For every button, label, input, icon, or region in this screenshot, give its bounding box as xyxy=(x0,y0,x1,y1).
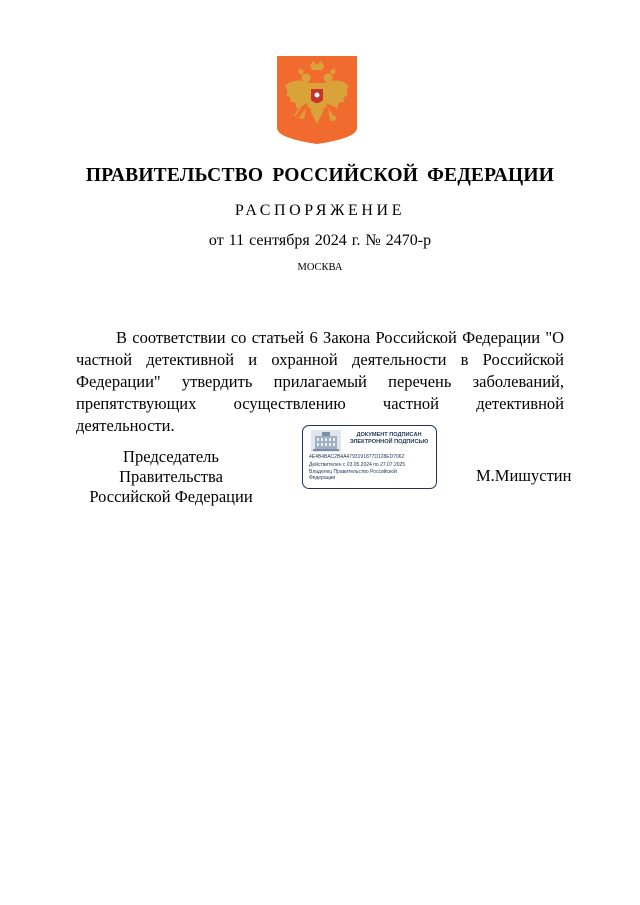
document-date-number: от 11 сентября 2024 г. № 2470-р xyxy=(208,232,432,249)
body-paragraph: В соответствии со статьей 6 Закона Российской Федерации "О частной детективной и охранной деятельности в Российской Федерации" утвердить прилагаемый перечень заболеваний, препятствующих осуществлению частной детективной деятельности. xyxy=(76,328,564,435)
stamp-heading xyxy=(343,432,435,446)
signatory-position-line1: Председатель Правительства xyxy=(119,447,223,486)
stamp-owner-line1: Владелец Правительство Российской xyxy=(309,469,397,475)
coat-of-arms-icon xyxy=(277,56,357,144)
signatory-name: М.Мишустин xyxy=(476,466,572,485)
organization-title: ПРАВИТЕЛЬСТВО РОССИЙСКОЙ ФЕДЕРАЦИИ xyxy=(85,165,555,186)
stamp-certificate: 4E4B4BAC2B4A4793191877D128ED7062 xyxy=(309,454,405,460)
stamp-validity: Действителен с 03.05.2024 по 27.07.2025 xyxy=(309,462,406,468)
document-body xyxy=(76,327,564,437)
document-type: РАСПОРЯЖЕНИЕ xyxy=(234,202,406,219)
signatory-position xyxy=(76,447,266,507)
city-name: МОСКВА xyxy=(297,262,343,273)
signatory-position-line2: Российской Федерации xyxy=(89,487,253,506)
stamp-owner-line2: Федерации xyxy=(309,475,336,481)
stamp-heading-line2: ЭЛЕКТРОННОЙ ПОДПИСЬЮ xyxy=(349,439,429,445)
stamp-heading-line1: ДОКУМЕНТ ПОДПИСАН xyxy=(356,432,422,438)
government-building-icon xyxy=(311,430,341,452)
electronic-signature-stamp xyxy=(302,425,437,489)
